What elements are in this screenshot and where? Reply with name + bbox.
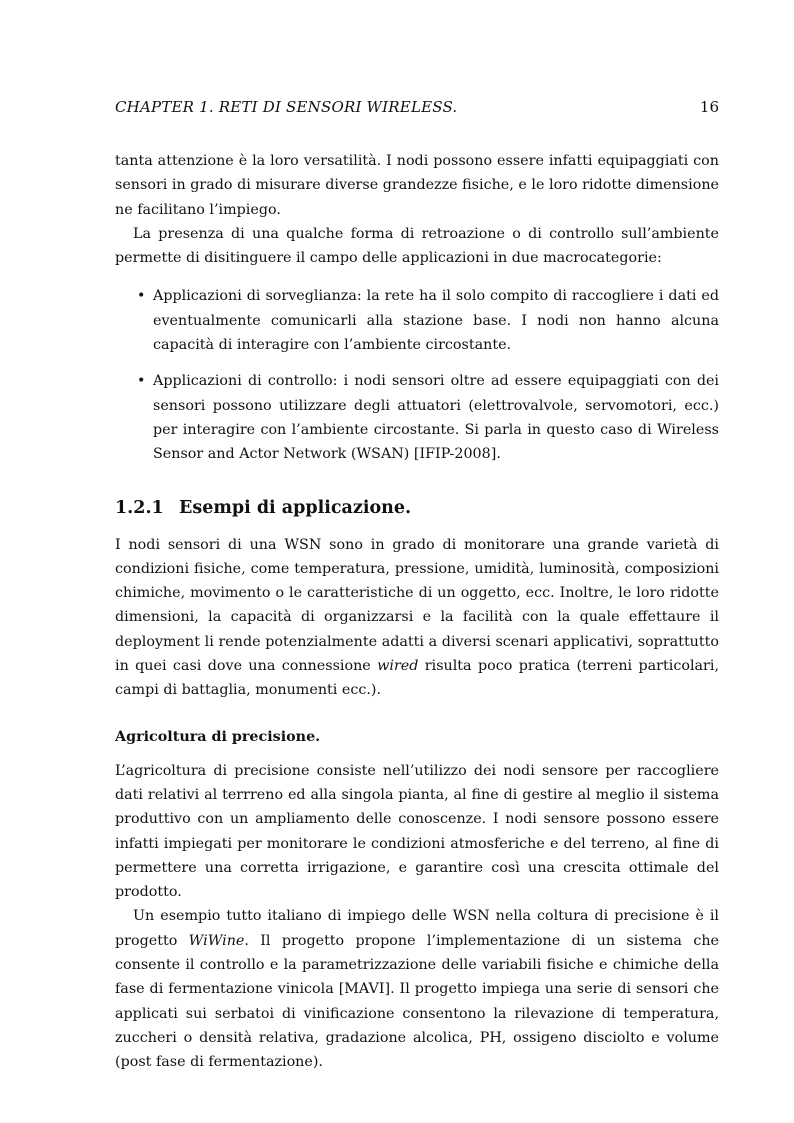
chapter-title: CHAPTER 1. RETI DI SENSORI WIRELESS. xyxy=(115,98,458,116)
section-heading xyxy=(115,495,719,521)
section-title: Esempi di applicazione. xyxy=(179,497,412,518)
emphasis-wired: wired xyxy=(377,658,419,675)
paragraph-intro-continued: tanta attenzione è la loro versatilità. I nodi possono essere infatti equipaggiati con sensori in grado di misurare diverse grandezze fisiche, e le loro ridotte dimensione ne facilitano l’impiego. xyxy=(115,153,719,218)
category-list xyxy=(115,284,719,466)
bullet-marker: • xyxy=(137,288,146,305)
body-text xyxy=(115,149,719,1075)
list-item-surveillance xyxy=(115,284,719,357)
paragraph-text: . Il progetto propone l’implementazione di un sistema che consente il controllo e la parametrizzazione delle variabili fisiche e chimiche della fase di fermentazione vinicola [MAVI]. Il progetto impiega una serie di sensori che applicati sui serbatoi di vinificazione consentono la rilevazione di temperatura, zuccheri o densità relativa, gradazione alcolica, PH, ossigeno disciolto e volume (post fase di fermentazione). xyxy=(115,932,719,1071)
paragraph-text: I nodi sensori di una WSN sono in grado di monitorare una grande varietà di condizioni fisiche, come temperatura, pressione, umidità, luminosità, composizioni chimiche, movimento o le caratteristiche di un oggetto, ecc. Inoltre, le loro ridotte dimensioni, la capacità di organizzarsi e la facilità con la quale effettaure il deployment li rende potenzialmente adatti a diversi scenari applicativi, soprattutto in quei casi dove una connessione xyxy=(115,536,719,675)
list-item-text: Applicazioni di controllo: i nodi sensori oltre ad essere equipaggiati con dei sensori possono utilizzare degli attuatori (elettrovalvole, servomotori, ecc.) per interagire con l’ambiente circostante. Si parla in questo caso di Wireless Sensor and Actor Network (WSAN) [IFIP-2008]. xyxy=(153,373,719,463)
paragraph-wiwine xyxy=(115,904,719,1074)
running-header xyxy=(115,98,719,122)
list-item-text: Applicazioni di sorveglianza: la rete ha il solo compito di raccogliere i dati ed eventualmente comunicarli alla stazione base. I nodi non hanno alcuna capacità di interagire con l’ambiente circostante. xyxy=(153,288,719,354)
subsection-heading: Agricoltura di precisione. xyxy=(115,728,321,745)
paragraph-text: risulta poco pratica (terreni particolari, campi di battaglia, monumenti ecc.). xyxy=(115,658,719,699)
document-page xyxy=(115,0,719,1123)
emphasis-wiwine: WiWine xyxy=(188,932,245,949)
paragraph-precision-agriculture: L’agricoltura di precisione consiste nell’utilizzo dei nodi sensore per raccogliere dati relativi al terrreno ed alla singola pianta, al fine di gestire al meglio il sistema produttivo con un ampliamento delle conoscenze. I nodi sensore possono essere infatti impiegati per monitorare le condizioni atmosferiche e del terreno, al fine di permettere una corretta irrigazione, e garantire così una crescita ottimale del prodotto. xyxy=(115,762,719,901)
paragraph-text: Un esempio tutto italiano di impiego delle WSN nella coltura di precisione è il progetto xyxy=(115,908,719,949)
bullet-marker: • xyxy=(137,373,146,390)
list-item-control xyxy=(115,369,719,466)
paragraph-applications xyxy=(115,533,719,703)
paragraph-intro-categories: La presenza di una qualche forma di retroazione o di controllo sull’ambiente permette di disitinguere il campo delle applicazioni in due macrocategorie: xyxy=(115,225,719,267)
section-number: 1.2.1 xyxy=(115,497,164,518)
page-number: 16 xyxy=(699,98,719,116)
